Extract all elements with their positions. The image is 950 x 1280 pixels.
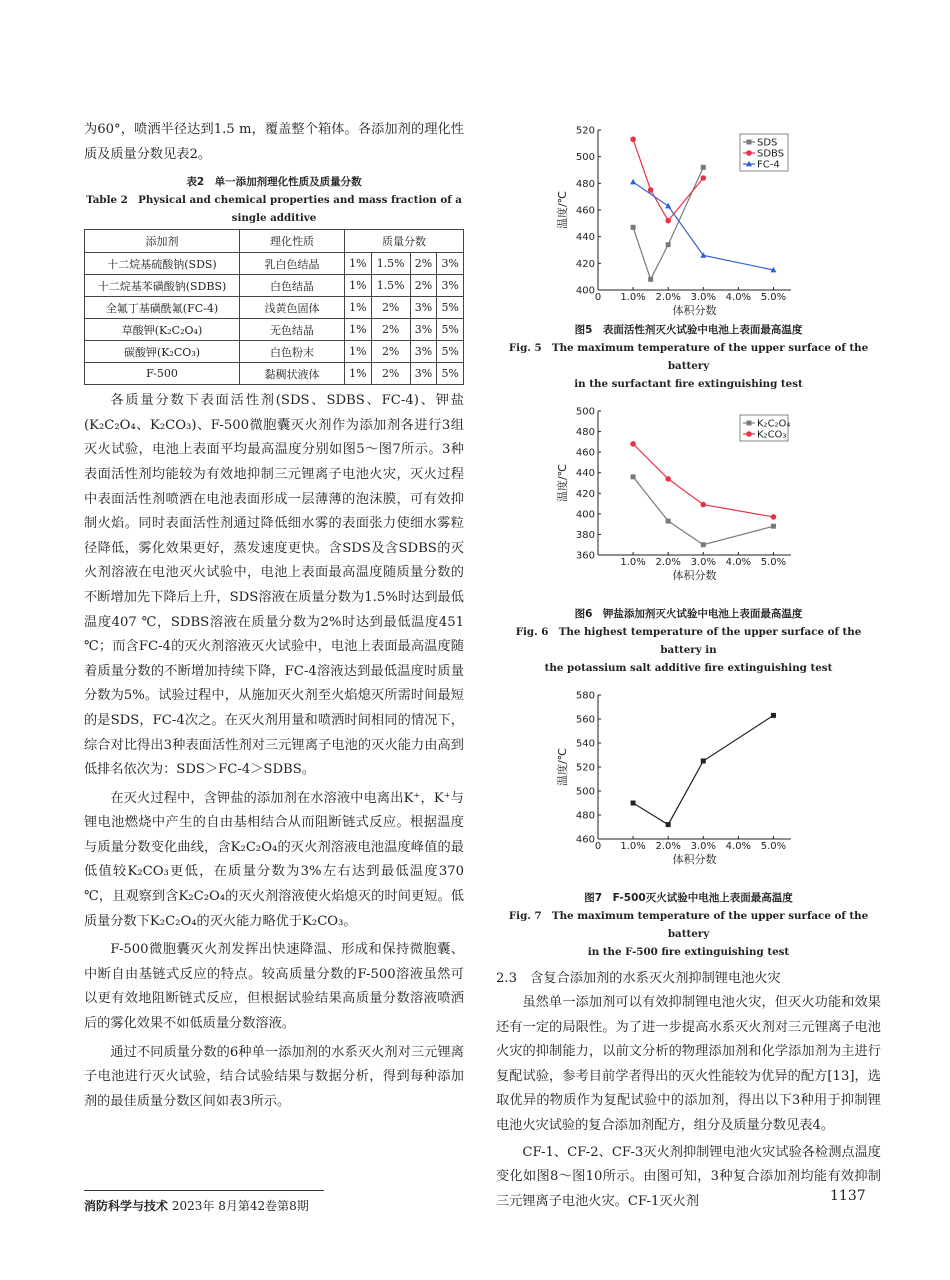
data-point xyxy=(701,542,706,547)
data-point xyxy=(666,242,671,247)
page-number: 1137 xyxy=(830,1188,866,1204)
y-tick-label: 480 xyxy=(575,810,595,822)
footer-rule xyxy=(84,1190,324,1191)
table-cell: 十二烷基苯磺酸钠(SDBS) xyxy=(85,275,240,297)
data-point xyxy=(666,822,671,827)
x-tick-label: 1.0% xyxy=(620,841,646,852)
x-tick-label: 3.0% xyxy=(690,557,716,568)
footer-journal-info xyxy=(84,1197,309,1214)
x-axis-label: 体积分数 xyxy=(672,304,717,317)
paragraph-potassium: 在灭火过程中，含钾盐的添加剂在水溶液中电离出K⁺，K⁺与锂电池燃烧中产生的自由基相结合从而阻断链式反应。根据温度与质量分数变化曲线，含K₂C₂O₄的灭火剂溶液电池温度峰值的最低值较K₂CO₃更低，在质量分数为3%左右达到最低温度370 ℃，且观察到含K₂C₂O₄的灭火剂溶液使火焰熄灭的时间更短。低质量分数下K₂C₂O₄的灭火能力略优于K₂CO₃。 xyxy=(84,790,464,929)
y-tick-label: 440 xyxy=(575,232,595,244)
y-tick-label: 380 xyxy=(575,529,595,541)
legend-label: FC-4 xyxy=(757,159,780,171)
table-2-caption-en-line-2: single additive xyxy=(231,212,317,225)
table-row xyxy=(85,319,464,341)
table-2-caption-en xyxy=(84,191,464,227)
data-point xyxy=(631,801,636,806)
x-tick-label: 1.0% xyxy=(620,292,646,303)
figure-7-caption-en xyxy=(496,907,881,961)
table-cell: 1% xyxy=(345,363,372,385)
table-cell: 草酸钾(K₂C₂O₄) xyxy=(85,319,240,341)
data-point xyxy=(630,137,636,143)
y-tick-label: 460 xyxy=(575,834,595,846)
data-point xyxy=(630,441,636,447)
paragraph-surfactant: 各质量分数下表面活性剂(SDS、SDBS、FC-4)、钾盐(K₂C₂O₄、K₂CO₃)、F-500微胞囊灭火剂作为添加剂各进行3组灭火试验，电池上表面平均最高温度分别如图5～图7所示。3种表面活性剂均能较为有效地抑制三元锂离子电池火灾，灭火过程中表面活性剂喷洒在电池表面形成一层薄薄的泡沫膜，可有效抑制火焰。同时表面活性剂通过降低细水雾的表面张力使细水雾粒径降低，雾化效果更好，蒸发速度更快。含SDS及含SDBS的灭火剂溶液在电池灭火试验中，电池上表面最高温度随质量分数的不断增加先下降后上升，SDS溶液在质量分数为1.5%时达到最低温度407 ℃，SDBS溶液在质量分数为2%时达到最低温度451 ℃；而含FC-4的灭火剂溶液灭火试验中，电池上表面最高温度随着质量分数的不断增加持续下降，FC-4溶液达到最低温度时质量分数为5%。试验过程中，从施加灭火剂至火焰熄灭所需时间最短的是SDS，FC-4次之。在灭火剂用量和喷洒时间相同的情况下，综合对比得出3种表面活性剂对三元锂离子电池的灭火能力由高到低排名依次为：SDS＞FC-4＞SDBS。 xyxy=(84,393,464,778)
y-tick-label: 420 xyxy=(575,488,595,500)
table-cell: 1% xyxy=(345,319,372,341)
x-tick-label: 5.0% xyxy=(760,557,787,568)
data-point xyxy=(648,277,653,282)
y-tick-label: 520 xyxy=(575,125,595,137)
legend-marker xyxy=(747,421,752,426)
table-cell: 乳白色结晶 xyxy=(240,253,345,275)
table-cell: 3% xyxy=(410,341,437,363)
table-cell: 1.5% xyxy=(371,275,410,297)
figure-5-caption-cn: 图5 表面活性剂灭火试验中电池上表面最高温度 xyxy=(574,324,803,336)
data-point xyxy=(665,476,671,482)
data-point xyxy=(665,218,671,224)
table-cell: 1% xyxy=(345,297,372,319)
table-row xyxy=(85,275,464,297)
figure-6-caption-en xyxy=(496,623,881,677)
table-body xyxy=(85,253,464,385)
table-cell: 3% xyxy=(410,297,437,319)
legend-label: K₂C₂O₄ xyxy=(757,418,791,430)
figure-6-chart xyxy=(496,397,881,605)
section-heading-2-3: 2.3 含复合添加剂的水系灭火剂抑制锂电池火灾 xyxy=(496,971,781,986)
right-column xyxy=(496,116,881,1214)
x-tick-label: 2.0% xyxy=(655,557,681,568)
paragraph-f500: F-500微胞囊灭火剂发挥出快速降温、形成和保持微胞囊、中断自由基链式反应的特点。较高质量分数的F-500溶液虽然可以更有效地阻断链式反应，但根据试验结果高质量分数溶液喷洒后的雾化效果不如低质量分数溶液。 xyxy=(84,942,464,1032)
table-cell: 3% xyxy=(437,253,464,275)
table-cell: 2% xyxy=(371,319,410,341)
legend-label: SDBS xyxy=(757,148,785,160)
figure-5-caption-en-line-2: in the surfactant fire extinguishing test xyxy=(574,378,803,390)
data-point xyxy=(630,179,636,185)
data-point xyxy=(771,524,776,529)
y-tick-label: 440 xyxy=(575,468,595,480)
y-tick-label: 500 xyxy=(575,406,595,418)
table-cell: 2% xyxy=(371,297,410,319)
data-point xyxy=(701,165,706,170)
y-tick-label: 400 xyxy=(575,509,595,521)
x-tick-label: 2.0% xyxy=(655,292,681,303)
y-tick-label: 500 xyxy=(575,786,595,798)
table-cell: 无色结晶 xyxy=(240,319,345,341)
x-tick-label: 5.0% xyxy=(760,292,787,303)
x-tick-label: 5.0% xyxy=(760,841,787,852)
header-additive: 添加剂 xyxy=(85,230,240,253)
paragraph-summary: 通过不同质量分数的6种单一添加剂的水系灭火剂对三元锂离子电池进行灭火试验，结合试验结果与数据分析，得到每种添加剂的最佳质量分数区间如表3所示。 xyxy=(84,1044,464,1109)
table-cell: 1% xyxy=(345,253,372,275)
table-row xyxy=(85,341,464,363)
table-cell: 1% xyxy=(345,341,372,363)
y-tick-label: 540 xyxy=(575,738,595,750)
table-cell: 1% xyxy=(345,275,372,297)
y-tick-label: 500 xyxy=(575,152,595,164)
y-tick-label: 400 xyxy=(575,285,595,297)
series-line-f500 xyxy=(633,715,773,824)
figure-6-caption-en-line-2: the potassium salt additive fire extinguishing test xyxy=(544,662,833,674)
table-row xyxy=(85,363,464,385)
figure-5-caption-en-line-1: Fig. 5 The maximum temperature of the upper surface of the battery xyxy=(508,342,869,372)
figure-7-chart xyxy=(496,681,881,889)
data-point xyxy=(700,175,706,181)
series-line-kco xyxy=(633,477,773,545)
data-point xyxy=(666,519,671,524)
data-point xyxy=(631,225,636,230)
figure-7-caption-en-line-1: Fig. 7 The maximum temperature of the upper surface of the battery xyxy=(508,910,869,940)
table-2 xyxy=(84,229,464,385)
x-axis-label: 体积分数 xyxy=(672,569,717,582)
table-cell: 3% xyxy=(410,319,437,341)
table-row xyxy=(85,253,464,275)
x-tick-label: 0 xyxy=(594,292,602,303)
legend-marker xyxy=(747,140,752,145)
table-cell: 5% xyxy=(437,297,464,319)
x-tick-label: 3.0% xyxy=(690,841,716,852)
legend-marker xyxy=(746,150,752,156)
table-2-caption-cn: 表2 单一添加剂理化性质及质量分数 xyxy=(186,176,362,189)
x-tick-label: 3.0% xyxy=(690,292,716,303)
x-tick-label: 4.0% xyxy=(725,292,752,303)
table-cell: 2% xyxy=(371,363,410,385)
x-axis-label: 体积分数 xyxy=(672,853,717,866)
data-point xyxy=(701,759,706,764)
x-tick-label: 4.0% xyxy=(725,841,752,852)
journal-name: 消防科学与技术 xyxy=(84,1199,169,1213)
table-cell: 白色粉末 xyxy=(240,341,345,363)
table-cell: 3% xyxy=(410,363,437,385)
data-point xyxy=(771,713,776,718)
table-cell: 黏稠状液体 xyxy=(240,363,345,385)
y-tick-label: 460 xyxy=(575,447,595,459)
left-column xyxy=(84,118,464,1114)
y-tick-label: 420 xyxy=(575,258,595,270)
y-tick-label: 360 xyxy=(575,550,595,562)
table-cell: 2% xyxy=(410,253,437,275)
table-cell: 2% xyxy=(410,275,437,297)
y-tick-label: 460 xyxy=(575,205,595,217)
y-tick-label: 520 xyxy=(575,762,595,774)
table-cell: 5% xyxy=(437,319,464,341)
figure-5-chart xyxy=(496,116,881,321)
table-cell: 5% xyxy=(437,363,464,385)
table-cell: 1.5% xyxy=(371,253,410,275)
y-axis-label: 温度/℃ xyxy=(556,747,569,787)
table-cell: 2% xyxy=(371,341,410,363)
y-axis-label: 温度/℃ xyxy=(556,190,569,230)
y-tick-label: 560 xyxy=(575,714,595,726)
table-cell: 5% xyxy=(437,341,464,363)
y-tick-label: 480 xyxy=(575,427,595,439)
x-tick-label: 1.0% xyxy=(620,557,646,568)
header-mass-fraction: 质量分数 xyxy=(345,230,464,253)
table-cell: F-500 xyxy=(85,363,240,385)
figure-7-caption-cn: 图7 F-500灭火试验中电池上表面最高温度 xyxy=(584,892,793,904)
table-cell: 白色结晶 xyxy=(240,275,345,297)
table-cell: 3% xyxy=(437,275,464,297)
figure-6-caption-cn: 图6 钾盐添加剂灭火试验中电池上表面最高温度 xyxy=(574,608,803,620)
x-tick-label: 2.0% xyxy=(655,841,681,852)
legend-label: SDS xyxy=(757,137,778,149)
data-point xyxy=(665,203,671,209)
table-cell: 十二烷基硫酸钠(SDS) xyxy=(85,253,240,275)
figure-6-caption-en-line-1: Fig. 6 The highest temperature of the upper surface of the battery in xyxy=(515,626,862,656)
y-axis-label: 温度/℃ xyxy=(556,463,569,503)
table-cell: 碳酸钾(K₂CO₃) xyxy=(85,341,240,363)
x-tick-label: 0 xyxy=(594,841,602,852)
paragraph-composite-results: CF-1、CF-2、CF-3灭火剂抑制锂电池火灾试验各检测点温度变化如图8～图10所示。由图可知，3种复合添加剂均能有效抑制三元锂离子电池火灾。CF-1灭火剂 xyxy=(496,1144,881,1209)
paragraph-composite-intro: 虽然单一添加剂可以有效抑制锂电池火灾，但灭火功能和效果还有一定的局限性。为了进一步提高水系灭火剂对三元锂离子电池火灾的抑制能力，以前文分析的物理添加剂和化学添加剂为主进行复配试验，参考目前学者得出的灭火性能较为优异的配方[13]，选取优异的物质作为复配试验中的添加剂，得出以下3种用于抑制锂电池火灾试验的复合添加剂配方，组分及质量分数见表4。 xyxy=(496,995,881,1133)
series-line-sdbs xyxy=(633,139,703,220)
table-cell: 浅黄色固体 xyxy=(240,297,345,319)
legend-label: K₂CO₃ xyxy=(757,429,787,441)
figure-5-caption-en xyxy=(496,339,881,393)
table-cell: 全氟丁基磺酰氟(FC-4) xyxy=(85,297,240,319)
y-tick-label: 580 xyxy=(575,690,595,702)
table-header-row xyxy=(85,230,464,253)
journal-issue: 2023年 8月第42卷第8期 xyxy=(171,1199,309,1213)
data-point xyxy=(631,474,636,479)
legend-marker xyxy=(746,431,752,437)
table-row xyxy=(85,297,464,319)
y-tick-label: 480 xyxy=(575,178,595,190)
figure-7-caption-en-line-2: in the F-500 fire extinguishing test xyxy=(587,946,790,958)
data-point xyxy=(771,514,777,520)
paragraph-intro: 为60°，喷洒半径达到1.5 m，覆盖整个箱体。各添加剂的理化性质及质量分数见表2。 xyxy=(84,122,464,162)
table-2-caption-en-line-1: Table 2 Physical and chemical properties and mass fraction of a xyxy=(86,194,462,207)
header-properties: 理化性质 xyxy=(240,230,345,253)
data-point xyxy=(700,502,706,508)
x-tick-label: 4.0% xyxy=(725,557,752,568)
